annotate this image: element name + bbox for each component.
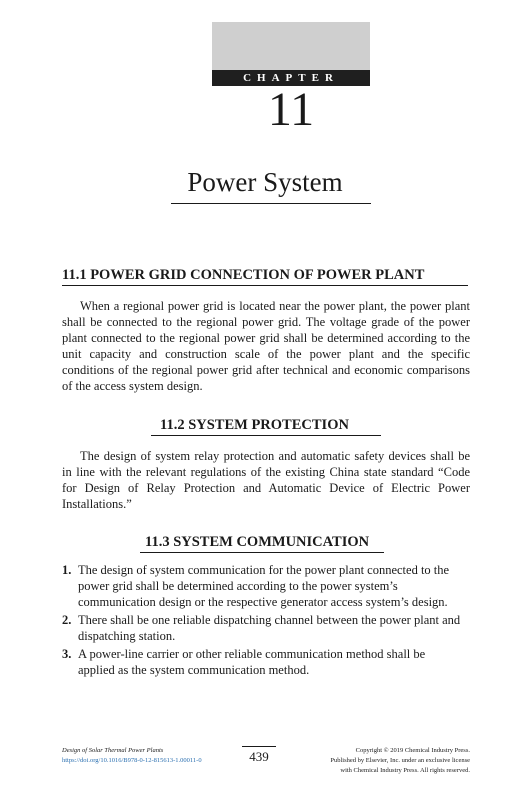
section-rule-11-2 [151, 435, 381, 436]
section-rule-11-3 [140, 552, 384, 553]
copyright-line-1: Copyright © 2019 Chemical Industry Press. [355, 747, 470, 754]
page-number: 439 [249, 749, 269, 764]
list-item [62, 612, 462, 644]
copyright-line-3: with Chemical Industry Press. All rights reserved. [340, 767, 470, 774]
section-heading-11-1: 11.1 POWER GRID CONNECTION OF POWER PLANT [62, 267, 425, 283]
section-rule-11-1 [62, 285, 468, 286]
copyright-notice [290, 746, 470, 776]
section-body-11-1: When a regional power grid is located near the power plant, the power plant shall be connected to the regional power grid. The voltage grade of the power plant connected to the regional power grid shall be determined according to the unit capacity and construction scale of the power plant and the specific conditions of the regional power grid after technical and economic comparisons of the access system design. [62, 299, 470, 393]
chapter-label: CHAPTER [243, 72, 339, 84]
communication-list [62, 562, 462, 680]
footer-citation [62, 746, 202, 766]
list-item-number: 3. [62, 647, 72, 661]
list-item-text: There shall be one reliable dispatching channel between the power plant and dispatching station. [78, 613, 461, 643]
list-item-number: 2. [62, 613, 72, 627]
list-item [62, 646, 462, 678]
section-heading-11-2: 11.2 SYSTEM PROTECTION [160, 417, 349, 433]
section-body-11-2: The design of system relay protection and automatic safety devices shall be in line with the relevant regulations of the existing China state standard “Code for Design of Relay Protection and Automatic Device of Electric Power Installations.” [62, 449, 470, 511]
page-number-rule [242, 746, 276, 747]
copyright-line-2: Published by Elsevier, Inc. under an exclusive license [330, 757, 470, 764]
chapter-number: 11 [267, 83, 315, 136]
chapter-title: Power System [187, 167, 343, 197]
list-item-text: A power-line carrier or other reliable communication method shall be applied as the system communication method. [78, 647, 426, 677]
chapter-header-box [212, 22, 370, 70]
list-item [62, 562, 462, 610]
list-item-number: 1. [62, 563, 72, 577]
book-title: Design of Solar Thermal Power Plants [62, 747, 164, 754]
doi-link[interactable]: https://doi.org/10.1016/B978-0-12-815613-1.00011-0 [62, 757, 202, 764]
section-heading-11-3: 11.3 SYSTEM COMMUNICATION [145, 534, 370, 550]
list-item-text: The design of system communication for the power plant connected to the power grid shall be determined according to the power system’s communication design or the respective generator access system’s design. [78, 563, 450, 609]
chapter-title-rule [171, 203, 371, 204]
